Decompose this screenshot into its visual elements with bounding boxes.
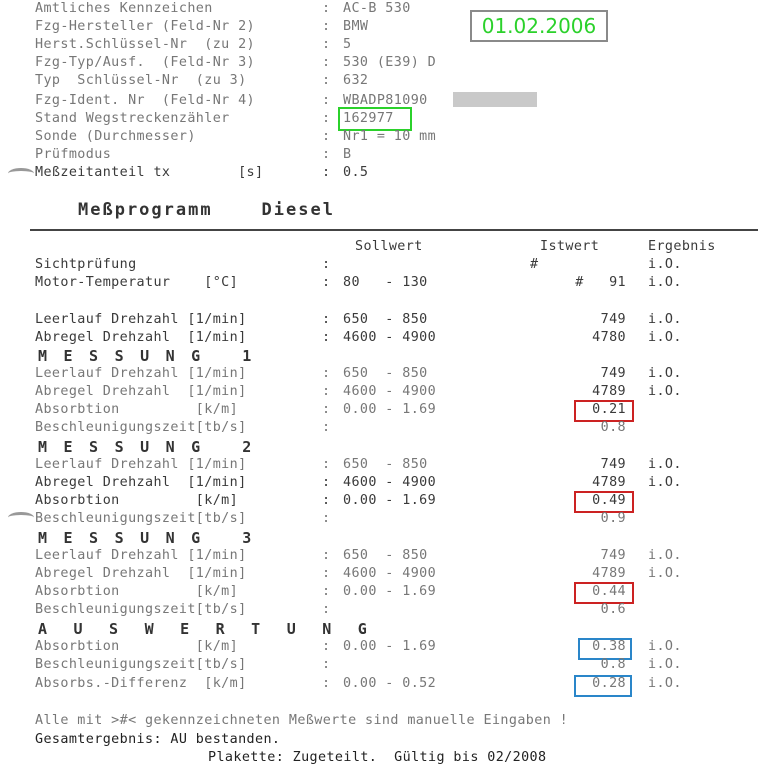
- colon: :: [322, 275, 331, 290]
- vehicle-value: BMW: [343, 19, 369, 34]
- colon: :: [322, 366, 331, 381]
- row-sollwert: 80 - 130: [343, 275, 428, 290]
- row-istwert: 0.38: [592, 639, 626, 654]
- colon: :: [322, 1, 331, 16]
- colon: :: [322, 55, 331, 70]
- colon: :: [322, 19, 331, 34]
- row-label: Leerlauf Drehzahl [1/min]: [35, 312, 247, 327]
- row-ergebnis: i.O.: [648, 676, 682, 691]
- colon: :: [322, 511, 331, 526]
- vin-redaction: [453, 92, 537, 107]
- row-istwert: 4780: [592, 330, 626, 345]
- colon: :: [322, 639, 331, 654]
- row-sollwert: 4600 - 4900: [343, 384, 437, 399]
- colon: :: [322, 584, 331, 599]
- row-istwert: 4789: [592, 475, 626, 490]
- messung-1-title: MESSUNG 1: [38, 347, 268, 365]
- row-sollwert: 650 - 850: [343, 548, 428, 563]
- row-label: Absorbtion [k/m]: [35, 402, 239, 417]
- row-label: Absorbs.-Differenz [k/m]: [35, 676, 247, 691]
- row-istwert: 0.21: [592, 402, 626, 417]
- row-istwert: 749: [600, 457, 626, 472]
- row-label: Abregel Drehzahl [1/min]: [35, 384, 247, 399]
- row-sollwert: 650 - 850: [343, 366, 428, 381]
- row-istwert: 0.44: [592, 584, 626, 599]
- row-ergebnis: i.O.: [648, 312, 682, 327]
- row-sollwert: 4600 - 4900: [343, 330, 437, 345]
- vehicle-label: Amtliches Kennzeichen: [35, 1, 213, 16]
- vehicle-label: Sonde (Durchmesser): [35, 129, 196, 144]
- colon: :: [322, 73, 331, 88]
- row-istwert: 0.28: [592, 676, 626, 691]
- row-label: Abregel Drehzahl [1/min]: [35, 566, 247, 581]
- colon: :: [322, 330, 331, 345]
- row-label: Beschleunigungszeit[tb/s]: [35, 511, 247, 526]
- colon: :: [322, 657, 331, 672]
- vehicle-label: Meßzeitanteil tx [s]: [35, 165, 264, 180]
- row-istwert: 0.8: [600, 420, 626, 435]
- colon: :: [322, 566, 331, 581]
- colon: :: [322, 602, 331, 617]
- row-ergebnis: i.O.: [648, 257, 682, 272]
- colon: :: [322, 312, 331, 327]
- row-sollwert: 4600 - 4900: [343, 566, 437, 581]
- vehicle-value: 632: [343, 73, 369, 88]
- punch-mark: [8, 168, 34, 179]
- row-label: Abregel Drehzahl [1/min]: [35, 475, 247, 490]
- row-label: Absorbtion [k/m]: [35, 493, 239, 508]
- row-ergebnis: i.O.: [648, 657, 682, 672]
- vehicle-value: AC-B 530: [343, 1, 411, 16]
- vehicle-label: Fzg-Ident. Nr (Feld-Nr 4): [35, 93, 256, 108]
- colon: :: [322, 129, 331, 144]
- row-istwert: 0.8: [600, 657, 626, 672]
- row-label: Leerlauf Drehzahl [1/min]: [35, 366, 247, 381]
- header-sollwert: Sollwert: [355, 239, 423, 254]
- row-ergebnis: i.O.: [648, 475, 682, 490]
- vehicle-label: Fzg-Typ/Ausf. (Feld-Nr 3): [35, 55, 256, 70]
- vehicle-value: B: [343, 147, 352, 162]
- row-label: Absorbtion [k/m]: [35, 639, 239, 654]
- row-ergebnis: i.O.: [648, 548, 682, 563]
- colon: :: [322, 37, 331, 52]
- row-istwert: 0.49: [592, 493, 626, 508]
- header-istwert: Istwert: [540, 239, 600, 254]
- colon: :: [322, 257, 331, 272]
- row-ergebnis: i.O.: [648, 457, 682, 472]
- odometer-value: 162977: [343, 111, 394, 126]
- vehicle-value: Nr1 = 10 mm: [343, 129, 437, 144]
- row-sollwert: 0.00 - 1.69: [343, 493, 437, 508]
- row-istwert: 749: [600, 312, 626, 327]
- colon: :: [322, 475, 331, 490]
- row-istwert: 749: [600, 548, 626, 563]
- row-istwert: 749: [600, 366, 626, 381]
- row-label: Beschleunigungszeit[tb/s]: [35, 420, 247, 435]
- punch-mark: [8, 512, 34, 523]
- colon: :: [322, 676, 331, 691]
- row-ergebnis: i.O.: [648, 639, 682, 654]
- colon: :: [322, 457, 331, 472]
- auswertung-differenz-highlight: [574, 675, 632, 697]
- row-sollwert: 0.00 - 1.69: [343, 584, 437, 599]
- header-ergebnis: Ergebnis: [648, 239, 716, 254]
- messung-3-title: MESSUNG 3: [38, 529, 268, 547]
- row-ergebnis: i.O.: [648, 566, 682, 581]
- plakette-note: Plakette: Zugeteilt. Gültig bis 02/2008: [208, 750, 547, 765]
- row-sollwert: 4600 - 4900: [343, 475, 437, 490]
- colon: :: [322, 93, 331, 108]
- program-title: Meßprogramm Diesel: [78, 200, 335, 220]
- row-istwert: # 91: [575, 275, 626, 290]
- colon: :: [322, 384, 331, 399]
- vehicle-label: Herst.Schlüssel-Nr (zu 2): [35, 37, 256, 52]
- overall-result: Gesamtergebnis: AU bestanden.: [35, 732, 281, 747]
- auswertung-title: AUSWERTUNG: [38, 620, 394, 638]
- row-ergebnis: i.O.: [648, 275, 682, 290]
- colon: :: [322, 420, 331, 435]
- messung-2-title: MESSUNG 2: [38, 438, 268, 456]
- row-istwert: 0.6: [600, 602, 626, 617]
- row-istwert: 4789: [592, 384, 626, 399]
- colon: :: [322, 111, 331, 126]
- colon: :: [322, 548, 331, 563]
- vehicle-value: 0.5: [343, 165, 369, 180]
- row-sollwert: 0.00 - 1.69: [343, 402, 437, 417]
- vehicle-label: Fzg-Hersteller (Feld-Nr 2): [35, 19, 256, 34]
- colon: :: [322, 493, 331, 508]
- row-label: Beschleunigungszeit[tb/s]: [35, 657, 247, 672]
- row-label: Leerlauf Drehzahl [1/min]: [35, 548, 247, 563]
- manual-input-note: Alle mit >#< gekennzeichneten Meßwerte sind manuelle Eingaben !: [35, 713, 569, 728]
- row-istwert: 4789: [592, 566, 626, 581]
- colon: :: [322, 147, 331, 162]
- vin-value: WBADP81090: [343, 93, 428, 108]
- vehicle-value: 530 (E39) D: [343, 55, 437, 70]
- vehicle-label: Stand Wegstreckenzähler: [35, 111, 230, 126]
- row-ergebnis: i.O.: [648, 384, 682, 399]
- row-label: Absorbtion [k/m]: [35, 584, 239, 599]
- row-label: Beschleunigungszeit[tb/s]: [35, 602, 247, 617]
- row-ergebnis: i.O.: [648, 366, 682, 381]
- vehicle-label: Typ Schlüssel-Nr (zu 3): [35, 73, 247, 88]
- row-sollwert: 0.00 - 1.69: [343, 639, 437, 654]
- divider-line: [30, 229, 758, 231]
- colon: :: [322, 165, 331, 180]
- row-sollwert: 650 - 850: [343, 457, 428, 472]
- date-stamp: 01.02.2006: [470, 10, 608, 42]
- row-sollwert: 650 - 850: [343, 312, 428, 327]
- row-label: Abregel Drehzahl [1/min]: [35, 330, 247, 345]
- row-label: Motor-Temperatur [°C]: [35, 275, 239, 290]
- vehicle-label: Prüfmodus: [35, 147, 112, 162]
- colon: :: [322, 402, 331, 417]
- row-label: Leerlauf Drehzahl [1/min]: [35, 457, 247, 472]
- row-istwert: #: [530, 257, 539, 272]
- row-istwert: 0.9: [600, 511, 626, 526]
- vehicle-value: 5: [343, 37, 352, 52]
- row-ergebnis: i.O.: [648, 330, 682, 345]
- row-label: Sichtprüfung: [35, 257, 137, 272]
- row-sollwert: 0.00 - 0.52: [343, 676, 437, 691]
